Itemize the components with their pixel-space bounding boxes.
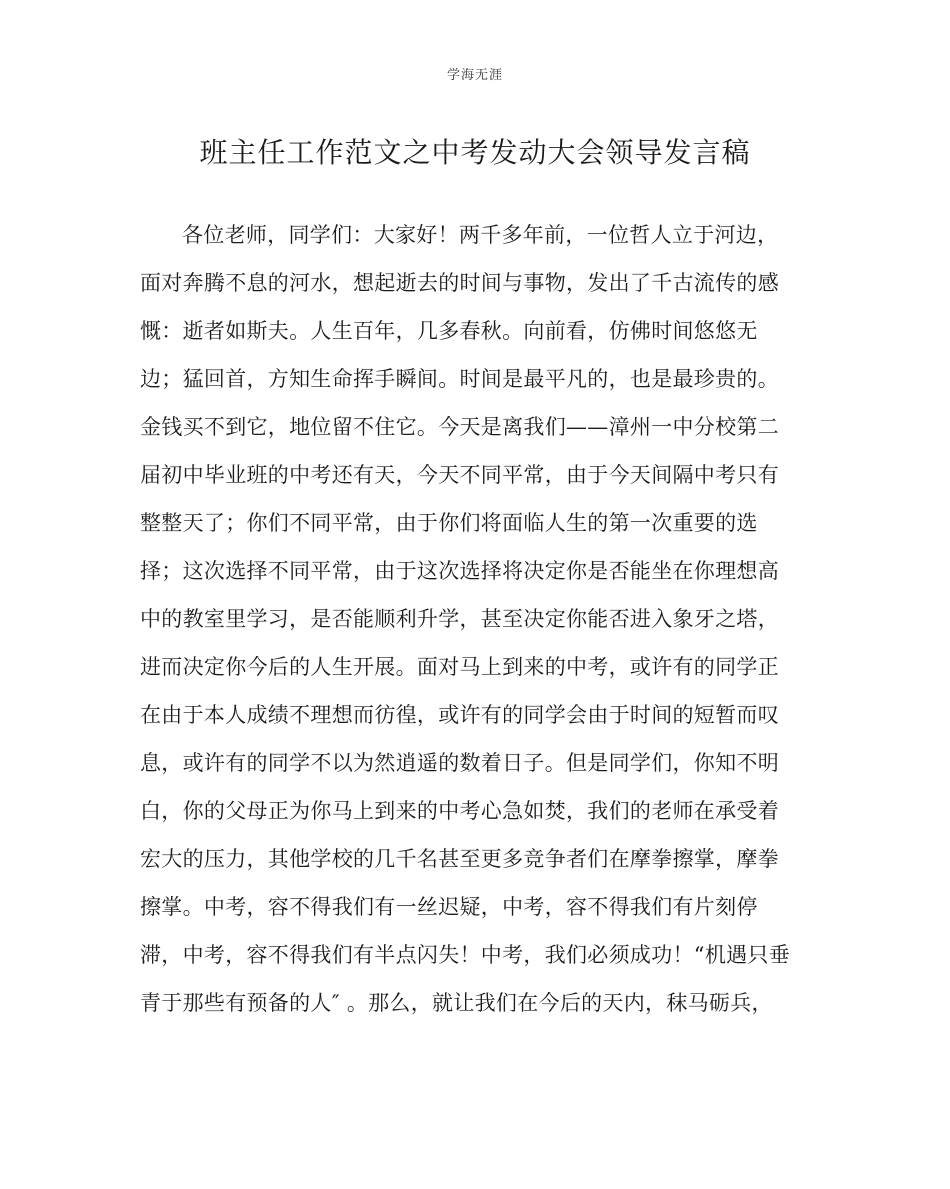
paragraph-line: 各位老师，同学们：大家好！两千多年前，一位哲人立于河边， — [182, 223, 779, 247]
paragraph-line: 在由于本人成绩不理想而彷徨，或许有的同学会由于时间的短暂而叹 — [140, 703, 779, 727]
document-body — [140, 218, 812, 1034]
paragraph-line: 滞，中考，容不得我们有半点闪失！中考，我们必须成功！“机遇只垂 — [140, 943, 791, 967]
paragraph-line: 届初中毕业班的中考还有天，今天不同平常，由于今天间隔中考只有 — [140, 463, 779, 487]
page-header: 学海无涯 — [446, 68, 503, 83]
paragraph-line: 慨：逝者如斯夫。人生百年，几多春秋。向前看，仿佛时间悠悠无 — [140, 319, 758, 343]
paragraph-line: 中的教室里学习，是否能顺利升学，甚至决定你能否进入象牙之塔， — [140, 607, 779, 631]
paragraph-line: 面对奔腾不息的河水，想起逝去的时间与事物，发出了千古流传的感 — [140, 271, 779, 295]
document-title: 班主任工作范文之中考发动大会领导发言稿 — [199, 136, 751, 169]
paragraph-line: 擦掌。中考，容不得我们有一丝迟疑，中考，容不得我们有片刻停 — [140, 895, 758, 919]
paragraph-line: 边；猛回首，方知生命挥手瞬间。时间是最平凡的，也是最珍贵的。 — [140, 367, 779, 391]
paragraph-line: 金钱买不到它，地位留不住它。今天是离我们——漳州一中分校第二 — [140, 415, 779, 439]
paragraph-line: 择；这次选择不同平常，由于这次选择将决定你是否能坐在你理想高 — [140, 559, 779, 583]
paragraph-line: 宏大的压力，其他学校的几千名甚至更多竞争者们在摩拳擦掌，摩拳 — [140, 847, 779, 871]
paragraph-line: 白，你的父母正为你马上到来的中考心急如焚，我们的老师在承受着 — [140, 799, 779, 823]
paragraph-line: 青于那些有预备的人″ 。那么，就让我们在今后的天内，秣马砺兵， — [140, 991, 773, 1015]
paragraph-line: 息，或许有的同学不以为然逍遥的数着日子。但是同学们，你知不明 — [140, 751, 779, 775]
paragraph-line: 进而决定你今后的人生开展。面对马上到来的中考，或许有的同学正 — [140, 655, 779, 679]
paragraph-line: 整整天了；你们不同平常，由于你们将面临人生的第一次重要的选 — [140, 511, 758, 535]
